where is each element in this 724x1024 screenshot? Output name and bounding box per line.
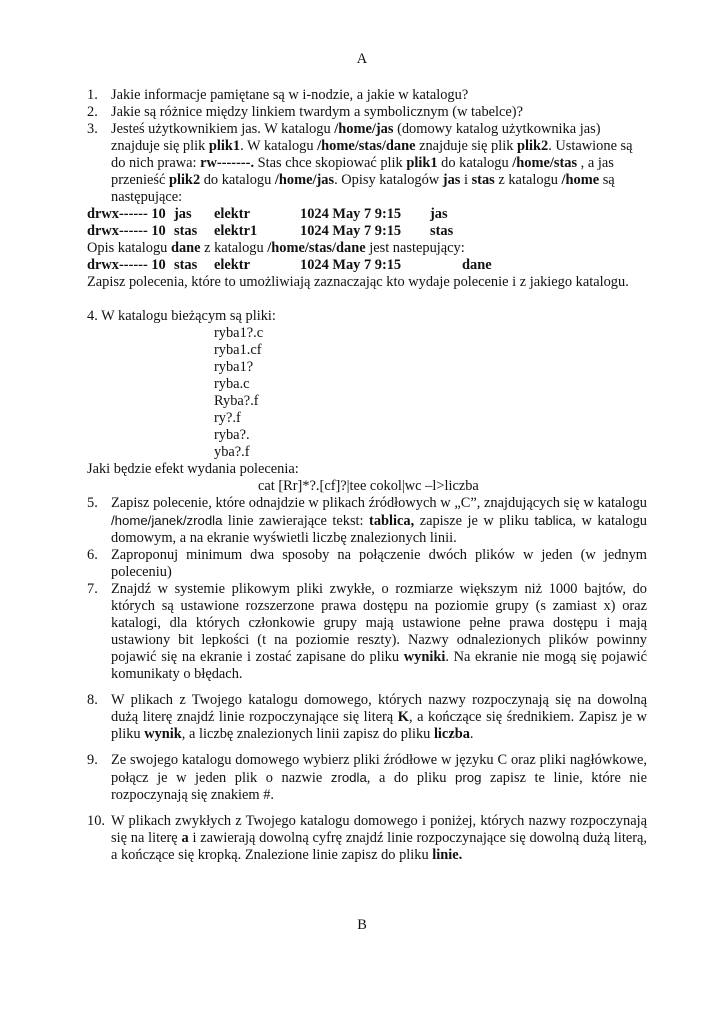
listing-row-stas: drwx------ 10 stas elektr1 1024 May 7 9:15 stas [87, 223, 454, 239]
question-text: Zaproponuj minimum dwa sposoby na połączenie dwóch plików w jeden (w jednym poleceniu) [111, 547, 647, 580]
question-10 [87, 813, 647, 864]
question-4-question: Jaki będzie efekt wydania polecenia: [87, 461, 299, 477]
file-item: ry?.f [214, 410, 241, 426]
question-number: 8. [87, 692, 98, 708]
question-list [87, 87, 647, 864]
question-number: 6. [87, 547, 98, 563]
page-label-a: A [356, 51, 368, 67]
file-item: ryba1?.c [214, 325, 264, 341]
question-text: W plikach z Twojego katalogu domowego, których nazwy rozpoczynają się na dowolną dużą literę znajdź linie rozpoczynające się literą K, a kończące się średnikiem. Zapisz je w pliku wynik, a liczbę znalezionych linii zapisz do pliku liczba. [111, 692, 647, 742]
question-number: 10. [87, 813, 105, 829]
question-text: Jakie są różnice między linkiem twardym a symbolicznym (w tabelce)? [111, 104, 523, 120]
file-item: Ryba?.f [214, 393, 259, 409]
page-label-b: B [357, 917, 367, 933]
file-item: ryba1.cf [214, 342, 262, 358]
dane-description: Opis katalogu dane z katalogu /home/stas/dane jest nastepujący: [87, 240, 465, 256]
file-list [87, 325, 647, 461]
question-1 [87, 87, 647, 104]
question-5 [87, 495, 647, 547]
file-item: yba?.f [214, 444, 250, 460]
question-text: Znajdź w systemie plikowym pliki zwykłe, o rozmiarze większym niż 1000 bajtów, do których są ustawione rozszerzone prawa dostępu na poziomie grupy (s zamiast x) oraz katalogi, dla których członkowie grupy mają ustawione pełne prawa dostępu i mają ustawiony bit lepkości (t na poziomie reszty). Nazwy odnalezionych plików powinny pojawić się na ekranie i zostać zapisane do pliku wyniki. Na ekranie nie mogą się pojawić komunikaty o błędach. [111, 581, 648, 682]
question-8 [87, 692, 647, 743]
file-item: ryba?. [214, 427, 250, 443]
question-number: 7. [87, 581, 98, 597]
question-text: Ze swojego katalogu domowego wybierz pliki źródłowe w języku C oraz pliki nagłówkowe, połącz je w jeden plik o nazwie zrodla, a do pliku prog zapisz te linie, które nie rozpoczynają się znakiem #. [111, 752, 647, 803]
question-6 [87, 547, 647, 581]
question-number: 2. [87, 104, 98, 120]
listing-row-jas: drwx------ 10 jas elektr 1024 May 7 9:15 jas [87, 206, 448, 222]
listing-row-dane: drwx------ 10 stas elektr 1024 May 7 9:15 dane [87, 257, 492, 273]
question-3-final: Zapisz polecenia, które to umożliwiają zaznaczając kto wydaje polecenie i z jakiego katalogu. [87, 274, 629, 290]
question-4-intro: 4. W katalogu bieżącym są pliki: [87, 308, 276, 324]
question-number: 1. [87, 87, 98, 103]
question-3 [87, 121, 647, 206]
question-number: 3. [87, 121, 98, 137]
file-item: ryba.c [214, 376, 250, 392]
question-4-command: cat [Rr]*?.[cf]?|tee cokol|wc –l>liczba [258, 478, 479, 494]
file-item: ryba1? [214, 359, 254, 375]
question-text: Jakie informacje pamiętane są w i-nodzie, a jakie w katalogu? [111, 87, 469, 103]
question-number: 9. [87, 752, 98, 768]
question-text: W plikach zwykłych z Twojego katalogu domowego i poniżej, których nazwy rozpoczynają się na literę a i zawierają dowolną cyfrę znajdź linie rozpoczynające się dowolną dużą literą, a kończące się kropką. Znalezione linie zapisz do pliku linie. [111, 813, 647, 863]
question-number: 5. [87, 495, 98, 511]
question-text: Zapisz polecenie, które odnajdzie w plikach źródłowych w „C”, znajdujących się w katalogu /home/janek/zrodla linie zawierające tekst: tablica, zapisze je w pliku tablica, w katalogu domowym, a na ekranie wyświetli liczbę znalezionych linii. [111, 495, 647, 546]
question-2 [87, 104, 647, 121]
question-text: Jesteś użytkownikiem jas. W katalogu /home/jas (domowy katalog użytkownika jas) znajduje się plik plik1. W katalogu /home/stas/dane znajduje się plik plik2. Ustawione są do nich prawa: rw-------. Stas chce skopiować plik plik1 do katalogu /home/stas , a jas przenieść plik2 do katalogu /home/jas. Opisy katalogów jas i stas z katalogu /home są następujące: [111, 121, 633, 205]
question-7 [87, 581, 647, 683]
question-9 [87, 752, 647, 804]
